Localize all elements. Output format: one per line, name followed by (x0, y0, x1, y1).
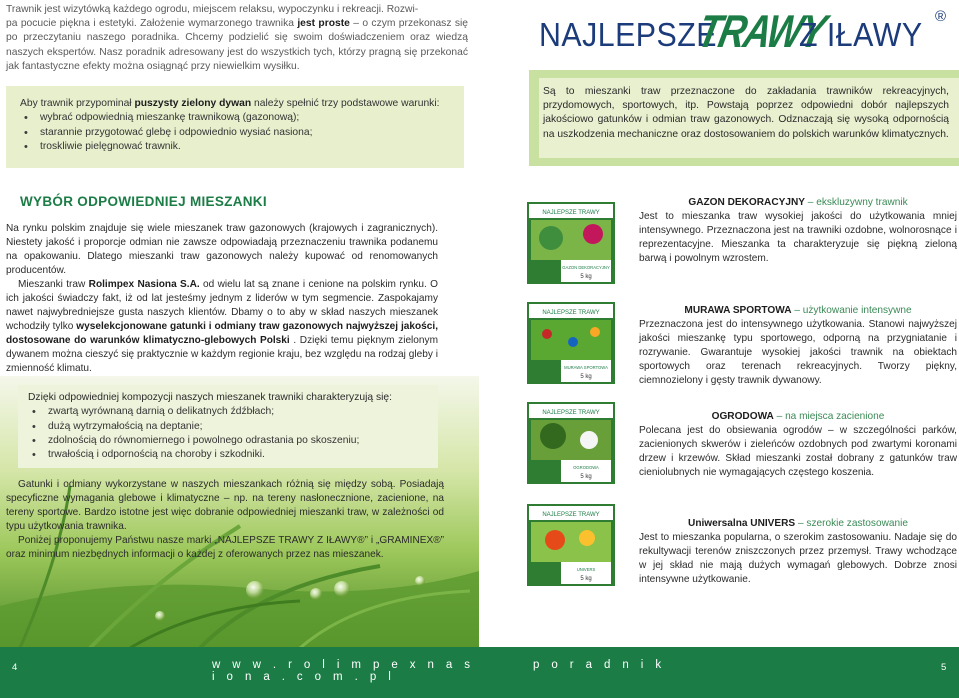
bottom-paragraph-2: Poniżej proponujemy Państwu nasze marki „NAJLEPSZE TRAWY Z IŁAWY®” i „GRAMINEX®” oraz minimum niezbędnych informacji o każdej z oferowanych przez nas mieszanek. (6, 535, 444, 560)
composition-box (18, 385, 438, 468)
product-gazon-dekoracyjny (639, 196, 957, 266)
product-bag-ogrodowa (523, 398, 619, 488)
brand-trawy: TRAWY (693, 5, 830, 57)
svg-text:5 kg: 5 kg (580, 274, 592, 280)
svg-text:UNIVERS: UNIVERS (576, 567, 596, 572)
bag-brand-text: NAJLEPSZE TRAWY (542, 210, 600, 216)
product-description: Jest to mieszanka popularna, o szerokim zastosowaniu. Nadaje się do rekultywacji terenów zniszczonych przez przemysł. Trawy wchodzące w jej skład nie mają dużych wymagań glebowych. Dobrze znosi intensywne użytkowanie. (639, 532, 957, 585)
product-bag-univers (523, 500, 619, 590)
brand-logo (539, 6, 959, 58)
product-title: GAZON DEKORACYJNY – ekskluzywny trawnik (688, 197, 908, 208)
svg-text:5 kg: 5 kg (580, 474, 592, 480)
conditions-bold: puszysty zielony dywan (134, 98, 252, 109)
list-item: • troskliwie pielęgnować trawnik. (22, 140, 450, 154)
product-description: Jest to mieszanka traw wysokiej jakości do użytkowania mniej intensywnego. Przeznaczona jest na trawniki ozdobne, wolnorosnące i reprezentacyjne. Mieszanka ta charakteryzuje się piękną zieloną barwą i powolnym wzrostem. (639, 211, 957, 264)
footer-bar-right (479, 647, 959, 698)
intro-line-1: Trawnik jest wizytówką każdego ogrodu, miejscem relaksu, wypoczynku i rekreacji. Rozwi- (6, 4, 419, 15)
svg-text:MURAWA SPORTOWA: MURAWA SPORTOWA (564, 365, 608, 370)
svg-text:5 kg: 5 kg (580, 576, 592, 582)
list-item: • dużą wytrzymałością na deptanie; (30, 420, 426, 434)
left-page (0, 0, 479, 698)
footer-label: p o r a d n i k (533, 659, 666, 671)
bottom-paragraph-1: Gatunki i odmiany wykorzystane w naszych mieszankach różnią się między sobą. Posiadają specyficzne wymagania glebowe i klimatyczne – np. na tereny nasłonecznione, zacienione, na tereny sportowe. Bardzo istotne jest więc dobranie odpowiedniej mieszanki traw, w zależności od typu użytkowania trawnika. (6, 479, 444, 532)
product-description: Przeznaczona jest do intensywnego użytkowania. Stanowi najwyższej jakości mieszankę typu sportowego, odporną na przygniatanie i rozrywanie. Gwarantuje wysokiej jakości trawnik na obiektach sportowych oraz terenach rekreacyjnych. Tworzy piękny, ciemnozielony i gęsty trawnik dywanowy. (639, 319, 957, 386)
mixes-description: Są to mieszanki traw przeznaczone do zakładania trawników rekreacyjnych, przydomowych, sportowych, itp. Powstają poprzez odpowiedni dobór najlepszych jakościowo gatunków i odmian traw gazonowych. Odznaczają się wysoką odpornością na uszkodzenia mechaniczne oraz dostosowaniem do polskich warunków klimatycznych. (543, 86, 949, 140)
svg-text:GAZON DEKORACYJNY: GAZON DEKORACYJNY (562, 265, 610, 270)
page-number-right: 5 (941, 662, 947, 673)
mixes-box (529, 70, 959, 166)
product-ogrodowa (639, 410, 957, 480)
page-number-left: 4 (12, 662, 18, 673)
conditions-list (22, 111, 450, 154)
svg-text:5 kg: 5 kg (580, 374, 592, 380)
product-description: Polecana jest do obsiewania ogrodów – w szczególności parków, zacienionych skwerów i zieleńców ozdobnych pod zwartymi koronami drzew i krzewów. Skład mieszanki został dobrany z gatunków traw cieniolubnych nie wymagających częstego koszenia. (639, 425, 957, 478)
bag-brand-text: NAJLEPSZE TRAWY (542, 512, 600, 518)
company-name: Rolimpex Nasiona S.A. (88, 279, 200, 290)
list-item: • starannie przygotować glebę i odpowiednio wysiać nasiona; (22, 126, 450, 140)
intro-paragraph (6, 3, 468, 74)
body-paragraph-2: Mieszanki traw Rolimpex Nasiona S.A. od wielu lat są znane i cenione na polskim rynku. O ich jakości świadczy fakt, iż od lat jesteśmy jednym z liderów w tym segmencie. Zaspokajamy nawet najwybredniejsze gusta naszych klientów. Dbamy o to aby w skład naszych mieszanek wchodziły tylko wyselekcjonowane gatunki i odmiany traw gazonowych najwyższej jakości, dostosowane do warunków klimatyczno-glebowych Polski . Dzięki temu pięknym zielonym dywanem można cieszyć się praktycznie w każdym regionie kraju, bez względu na rodzaj gleby i zmienność klimatu. (6, 279, 439, 374)
intro-text-a: pa pocucie piękna i estetyki. Założenie wymarzonego trawnika (6, 18, 298, 30)
highlight-text: wyselekcjonowane gatunki i odmiany traw gazonowych najwyższej jakości, dostosowane do warunków klimatyczno-glebowych Polski (6, 321, 438, 346)
product-bag-gazon-dekoracyjny (523, 198, 619, 288)
website-link[interactable]: w w w . r o l i m p e x n a s i o n a . c o m . p l (212, 659, 475, 683)
body-text (6, 222, 438, 376)
composition-list (30, 405, 426, 462)
bag-brand-text: NAJLEPSZE TRAWY (542, 310, 600, 316)
product-univers (639, 517, 957, 587)
right-page (479, 0, 959, 698)
intro-text-c: – o czym przekonasz się po przeczytaniu naszego poradnika. Chcemy podzielić się swoim doświadczeniem oraz wiedzą naszych ekspertów. Nasz poradnik adresowany jest do wszystkich tych, którzy pragną się przekonać jak fantastyczne efekty można osiągnąć przy niewielkim wysiłku. (6, 18, 468, 72)
brand-najlepsze: NAJLEPSZE (539, 16, 717, 53)
intro-bold: jest proste (297, 18, 350, 30)
conditions-lead: Aby trawnik przypominał puszysty zielony dywan należy spełnić trzy podstawowe warunki: (20, 98, 440, 109)
list-item: • zdolnością do równomiernego i powolnego odrastania po skoszeniu; (30, 434, 426, 448)
bottom-text (6, 478, 444, 562)
product-title: MURAWA SPORTOWA – użytkowanie intensywne (684, 305, 912, 316)
list-item: • zwartą wyrównaną darnią o delikatnych źdźbłach; (30, 405, 426, 419)
product-murawa-sportowa (639, 304, 957, 388)
svg-text:OGRODOWA: OGRODOWA (573, 465, 599, 470)
body-paragraph-1: Na rynku polskim znajduje się wiele mieszanek traw gazonowych (krajowych i zagranicznych). Niestety jakość i proporcje odmian nie zawsze odpowiadają przeznaczeniu trawnika podanemu na opakowaniu. Dlatego mieszanki traw gazonowych należy kupować od renomowanych producentów. (6, 223, 438, 276)
conditions-box (6, 86, 464, 168)
product-title: Uniwersalna UNIVERS – szerokie zastosowanie (688, 518, 908, 529)
composition-lead: Dzięki odpowiedniej kompozycji naszych mieszanek trawniki charakteryzują się: (28, 392, 392, 403)
product-bag-murawa-sportowa (523, 298, 619, 388)
list-item: • trwałością i odpornością na choroby i szkodniki. (30, 448, 426, 462)
brand-zilawy: Z IŁAWY (799, 16, 923, 53)
registered-mark: ® (935, 8, 947, 25)
section-title: WYBÓR ODPOWIEDNIEJ MIESZANKI (20, 194, 267, 209)
bag-brand-text: NAJLEPSZE TRAWY (542, 410, 600, 416)
list-item: • wybrać odpowiednią mieszankę trawnikową (gazonową); (22, 111, 450, 125)
product-title: OGRODOWA – na miejsca zacienione (711, 411, 885, 422)
